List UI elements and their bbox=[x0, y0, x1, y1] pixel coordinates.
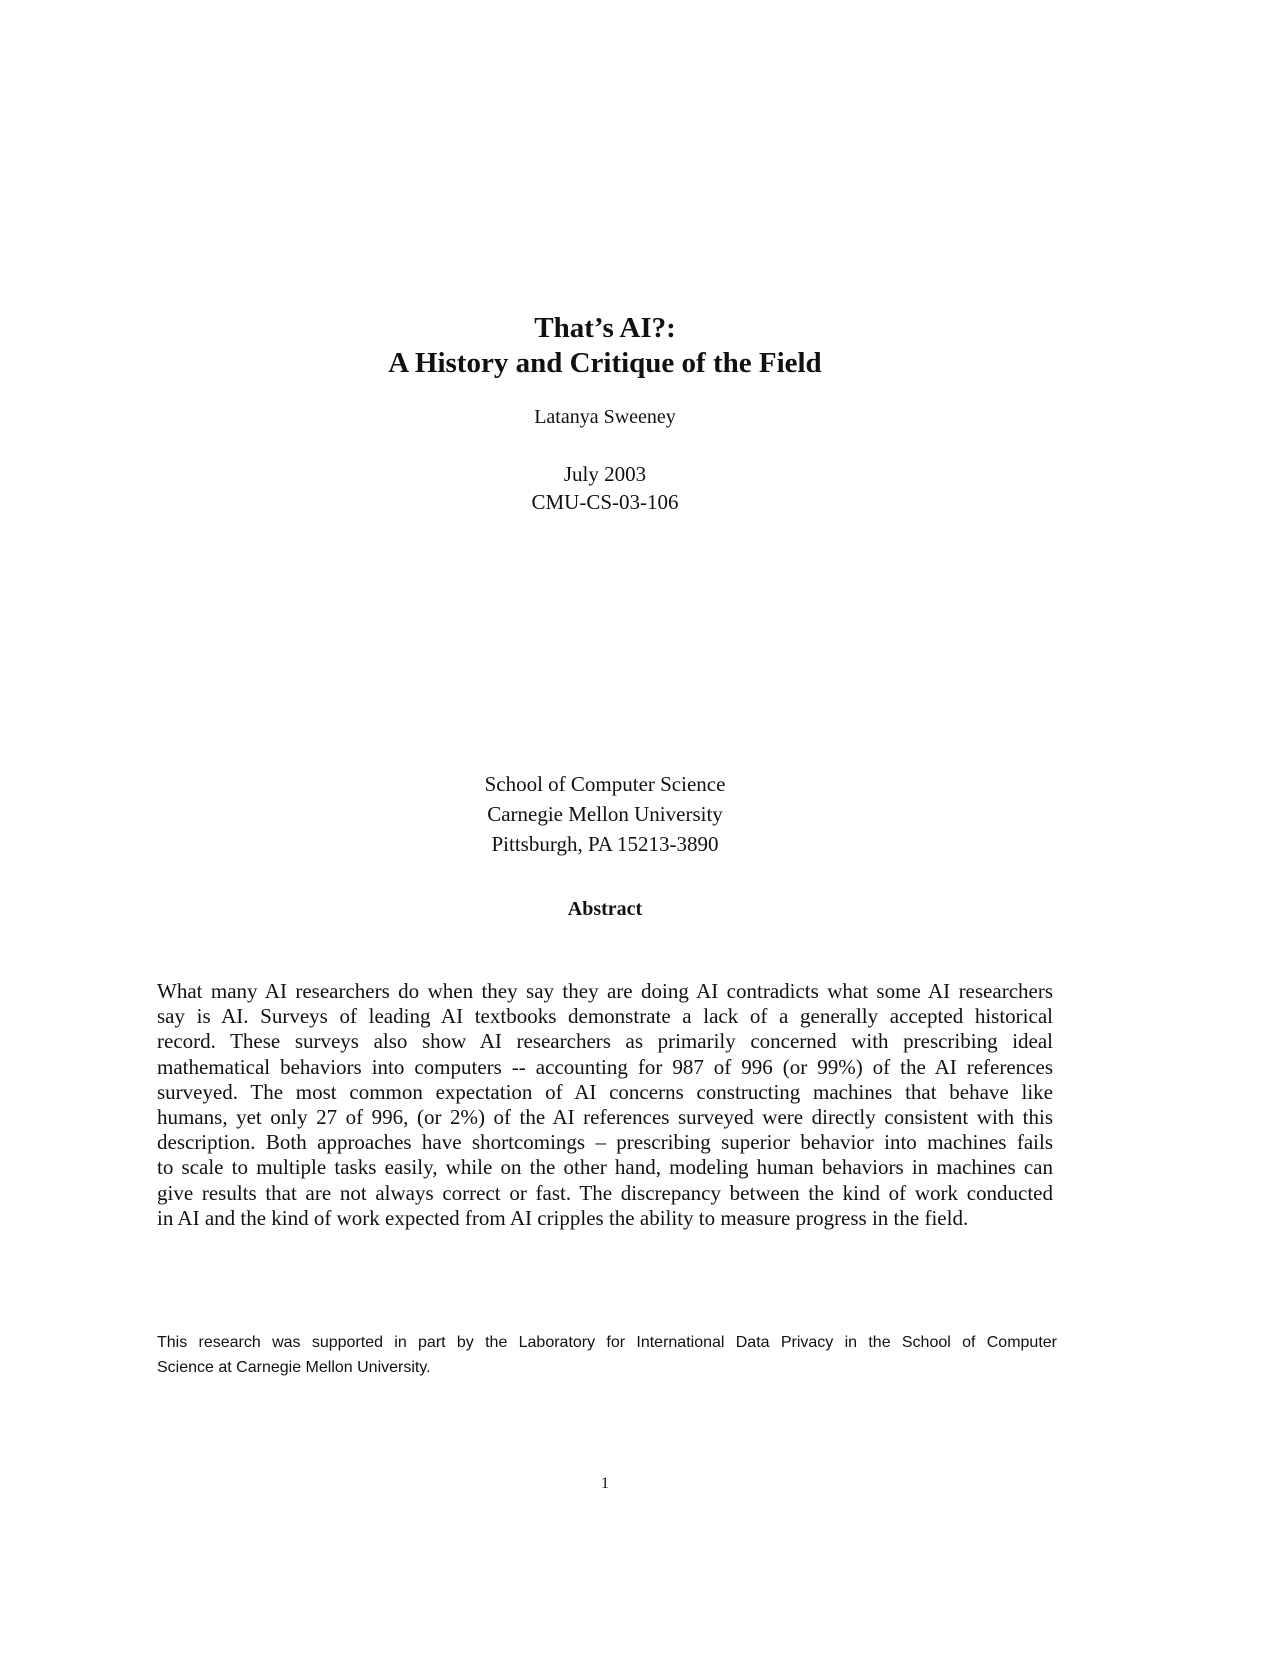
abstract-line: description. Both approaches have shortcomings – prescribing superior behavior into machines fails bbox=[157, 1130, 1053, 1155]
abstract-line: give results that are not always correct or fast. The discrepancy between the kind of work conducted bbox=[157, 1180, 1053, 1205]
footnote-line: This research was supported in part by the Laboratory for International Data Privacy in the School of Computer bbox=[157, 1334, 1057, 1351]
abstract-line: humans, yet only 27 of 996, (or 2%) of the AI references surveyed were directly consistent with this bbox=[157, 1105, 1053, 1130]
page-number: 1 bbox=[601, 1475, 609, 1492]
abstract-line: in AI and the kind of work expected from AI cripples the ability to measure progress in the field. bbox=[157, 1205, 969, 1230]
abstract-line: What many AI researchers do when they say they are doing AI contradicts what some AI researchers bbox=[157, 979, 1053, 1003]
affiliation-line: Carnegie Mellon University bbox=[487, 802, 723, 826]
paper-title bbox=[0, 311, 1210, 381]
date-block bbox=[0, 460, 1210, 516]
author: Latanya Sweeney bbox=[534, 406, 676, 428]
affiliation-line: Pittsburgh, PA 15213-3890 bbox=[491, 832, 719, 856]
abstract-heading: Abstract bbox=[567, 898, 643, 920]
funding-footnote bbox=[157, 1330, 1057, 1380]
abstract-line: say is AI. Surveys of leading AI textbooks demonstrate a lack of a generally accepted historical bbox=[157, 1004, 1053, 1029]
abstract-line: record. These surveys also show AI researchers as primarily concerned with prescribing ideal bbox=[157, 1029, 1053, 1054]
title-line-2: A History and Critique of the Field bbox=[388, 347, 822, 379]
report-number: CMU-CS-03-106 bbox=[531, 490, 679, 514]
affiliation bbox=[0, 769, 1210, 859]
abstract-line: surveyed. The most common expectation of AI concerns constructing machines that behave like bbox=[157, 1079, 1053, 1104]
footnote-line: Science at Carnegie Mellon University. bbox=[157, 1359, 431, 1376]
affiliation-line: School of Computer Science bbox=[484, 772, 726, 796]
abstract-line: mathematical behaviors into computers -- accounting for 987 of 996 (or 99%) of the AI references bbox=[157, 1054, 1053, 1079]
date: July 2003 bbox=[563, 462, 647, 486]
abstract-line: to scale to multiple tasks easily, while on the other hand, modeling human behaviors in machines can bbox=[157, 1155, 1053, 1180]
title-line-1: That’s AI?: bbox=[534, 312, 676, 344]
abstract-body bbox=[157, 979, 1053, 1231]
